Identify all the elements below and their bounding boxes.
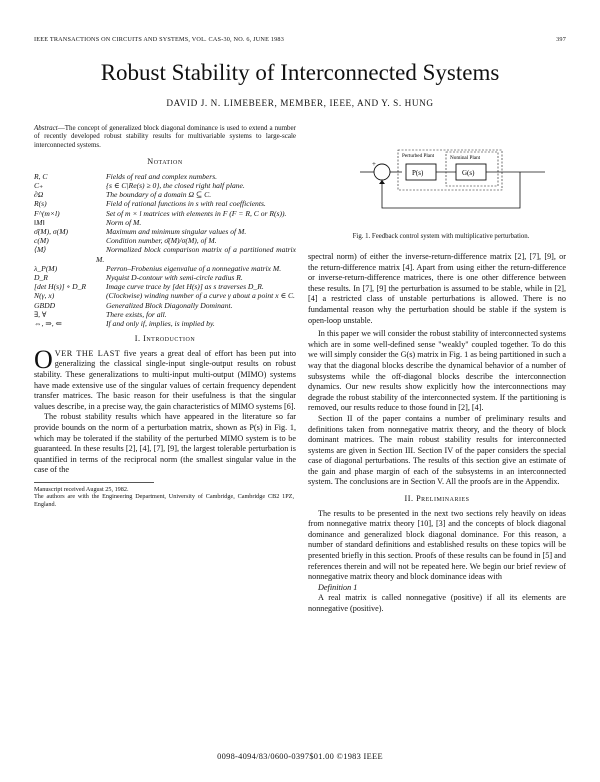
drop-cap: O — [34, 344, 53, 374]
notation-symbol: ∂Ω — [34, 190, 44, 200]
notation-symbol: σ̄(M), σ(M) — [34, 227, 69, 237]
footnote — [34, 482, 294, 508]
copyright-line: 0098-4094/83/0600-0397$01.00 ©1983 IEEE — [217, 752, 383, 761]
notation-row — [34, 310, 296, 319]
notation-row — [34, 236, 296, 245]
figure-caption: Fig. 1. Feedback control system with multiplicative perturbation. — [352, 233, 530, 240]
running-header — [34, 36, 566, 43]
perturbation-block-label: P(s) — [412, 169, 424, 177]
notation-definition: Field of rational functions in s with real coefficients. — [106, 199, 266, 209]
notation-symbol: ⟨M⟩ — [34, 245, 47, 255]
notation-symbol: R, C — [34, 171, 48, 181]
abstract — [34, 124, 296, 149]
definition-label: Definition 1 — [318, 582, 358, 592]
notation-row — [34, 245, 296, 263]
plant-block-label: G(s) — [462, 169, 475, 177]
notation-row — [34, 319, 296, 328]
notation-definition: If and only if, implies, is implied by. — [106, 319, 215, 329]
notation-heading: Notation — [147, 157, 183, 167]
notation-row — [34, 172, 296, 181]
notation-definition: (Clockwise) winding number of a curve γ about a point x ∈ C. — [106, 291, 295, 301]
notation-symbol: R(s) — [34, 199, 47, 209]
notation-definition: Normalized block comparison matrix of a partitioned matrix M. — [96, 245, 296, 264]
notation-definition: Norm of M. — [106, 217, 142, 227]
abstract-text: —The concept of generalized block diagonal dominance is used to extend a number of recently developed robust stability results for multivariable systems to large-scale interconnected systems. — [34, 124, 296, 149]
left-column — [34, 124, 296, 508]
nominal-plant-label: Nominal Plant — [450, 155, 481, 161]
notation-row — [34, 209, 296, 218]
sum-sign: + — [372, 160, 376, 168]
notation-definition: Condition number, σ̄(M)/σ(M), of M. — [106, 236, 217, 246]
notation-row — [34, 264, 296, 273]
paper-title: Robust Stability of Interconnected Systems — [100, 60, 500, 85]
intro-lead: VER THE LAST — [54, 348, 121, 358]
intro-paragraph-2: The robust stability results which have appeared in the literature so far provide bounds on the norm of a perturbation matrix, shown as P(s) in Fig. 1, which may be tolerated if the stability of the perturbed MIMO system is to be guaranteed. In these results [2], [4], [7], [9], the largest tolerable perturbation is quantified in terms of the reciprocal norm (the smallest singular value in the case of the — [34, 412, 296, 475]
notation-symbol: N(γ, x) — [34, 291, 55, 301]
preliminaries-heading: II. Preliminaries — [404, 494, 470, 504]
notation-symbol: ∃, ∀ — [34, 309, 47, 319]
right-column — [308, 252, 566, 615]
author-line: DAVID J. N. LIMEBEER, MEMBER, IEEE, AND Y. S. HUNG — [166, 98, 434, 108]
intro-p1-text: five years a great deal of effort has been put into generalizing the classical single-input single-output results on robust stability. These generalizations to multi-input multi-output (MIMO) systems have made extensive use of the singular values of certain frequency dependent transfer matrices. The basic reason for their usefulness is that the singular values describe, in a precise way, the gain characteristics of MIMO systems [6]. — [34, 348, 297, 411]
notation-row — [34, 218, 296, 227]
notation-definition: Maximum and minimum singular values of M. — [106, 227, 247, 237]
right-paragraph-5: A real matrix is called nonnegative (positive) if all its elements are nonnegative (positive). — [308, 593, 566, 613]
journal-name: IEEE TRANSACTIONS ON CIRCUITS AND SYSTEMS, VOL. CAS-30, NO. 6, JUNE 1983 — [34, 36, 284, 43]
page-number: 397 — [556, 36, 566, 43]
notation-row — [34, 190, 296, 199]
notation-definition: Generalized Block Diagonally Dominant. — [106, 300, 233, 310]
notation-symbol: C₊ — [34, 181, 44, 191]
right-paragraph-4: The results to be presented in the next two sections rely heavily on ideas from nonnegative matrix theory [10], [3] and the concepts of block diagonal dominance and generalized block diagonal dominance. For this reason, a number of standard definitions and established results on these topics will be presented briefly in this section. Proofs of these results can be found in [5] and references therein and will not be repeated here. We begin our brief review of nonnegative matrix theory and block dominance ideas with — [308, 508, 566, 582]
notation-definition: The boundary of a domain Ω ⊆ C. — [106, 190, 212, 200]
notation-symbol: GBDD — [34, 300, 56, 310]
notation-symbol: F^(m×l) — [34, 208, 60, 218]
feedback-arrowhead — [379, 180, 385, 184]
notation-row — [34, 181, 296, 190]
notation-definition: Image curve trace by [det H(s)] as s traverses D_R. — [106, 282, 264, 292]
notation-definition: There exists, for all. — [106, 309, 167, 319]
notation-definition: Perron–Frobenius eigenvalue of a nonnegative matrix M. — [106, 263, 282, 273]
feedback-diagram — [360, 142, 550, 224]
summing-junction — [374, 164, 390, 180]
notation-row — [34, 301, 296, 310]
notation-symbol: c(M) — [34, 236, 49, 246]
notation-definition: {s ∈ C|Re(s) ≥ 0}, the closed right half plane. — [106, 181, 245, 191]
notation-definition: Nyquist D-contour with semi-circle radius R. — [106, 273, 243, 283]
abstract-label: Abstract — [34, 124, 58, 132]
intro-heading: I. Introduction — [134, 334, 196, 344]
notation-row — [34, 199, 296, 208]
notation-symbol: ⇔, ⇒, ⇐ — [34, 319, 62, 329]
notation-row — [34, 291, 296, 300]
right-paragraph-1: spectral norm) of either the inverse-return-difference matrix [2], [7], [9], or the return-difference matrix [4]. Apart from using either the return-difference or inverse-return-difference matrices, there is one other difference between these results. In [7], [9] the perturbation is assumed to be stable, while in [2], [4] a restricted class of unstable perturbations is allowed. There is no fundamental reason why the perturbation should be stable if the system is open-loop unstable. — [308, 252, 566, 325]
notation-symbol: [det H(s)] ∘ D_R — [34, 282, 87, 292]
perturbed-plant-label: Perturbed Plant — [402, 153, 435, 159]
intro-paragraph-1 — [34, 344, 297, 413]
notation-definition: Fields of real and complex numbers. — [106, 171, 218, 181]
notation-row — [34, 282, 296, 291]
right-paragraph-3: Section II of the paper contains a number of preliminary results and definitions taken from nonnegative matrix theory, and the theory of block dominant matrices. The main robust stability results for interconnected systems are given in Section III. Section IV of the paper considers the special case of diagonal perturbations. The results of this section give an estimate of the gain and phase margin of each of the subsystems in an interconnected system. The conclusions are in Section V. All the proofs are in the Appendix. — [308, 413, 566, 487]
notation-symbol: D_R — [34, 273, 48, 283]
notation-symbol: λ_P(M) — [34, 263, 58, 273]
notation-row — [34, 273, 296, 282]
notation-row — [34, 227, 296, 236]
notation-definition: Set of m × l matrices with elements in F (F = R, C or R(s)). — [106, 208, 287, 218]
right-paragraph-2: In this paper we will consider the robust stability of interconnected systems which are in some well-defined sense "weakly" coupled together. To do this we will simply consider the G(s) matrix in Fig. 1 as being partitioned in such a way that the diagonal blocks describe the dynamical behavior of a number of subsystems while the off-diagonal blocks describe the interconnection dynamics. Our new results show explicitly how the interconnections may degrade the robust stability of the interconnected system. If the partitioning is removed, our results reduce to those found in [2], [4]. — [308, 329, 566, 413]
footnote-affiliation: The authors are with the Engineering Department, University of Cambridge, Cambridge CB2 1PZ, England. — [34, 493, 294, 508]
footnote-received: Manuscript received August 25, 1982. — [34, 485, 129, 493]
notation-symbol: ‖M‖ — [34, 217, 45, 227]
notation-table — [34, 172, 296, 328]
